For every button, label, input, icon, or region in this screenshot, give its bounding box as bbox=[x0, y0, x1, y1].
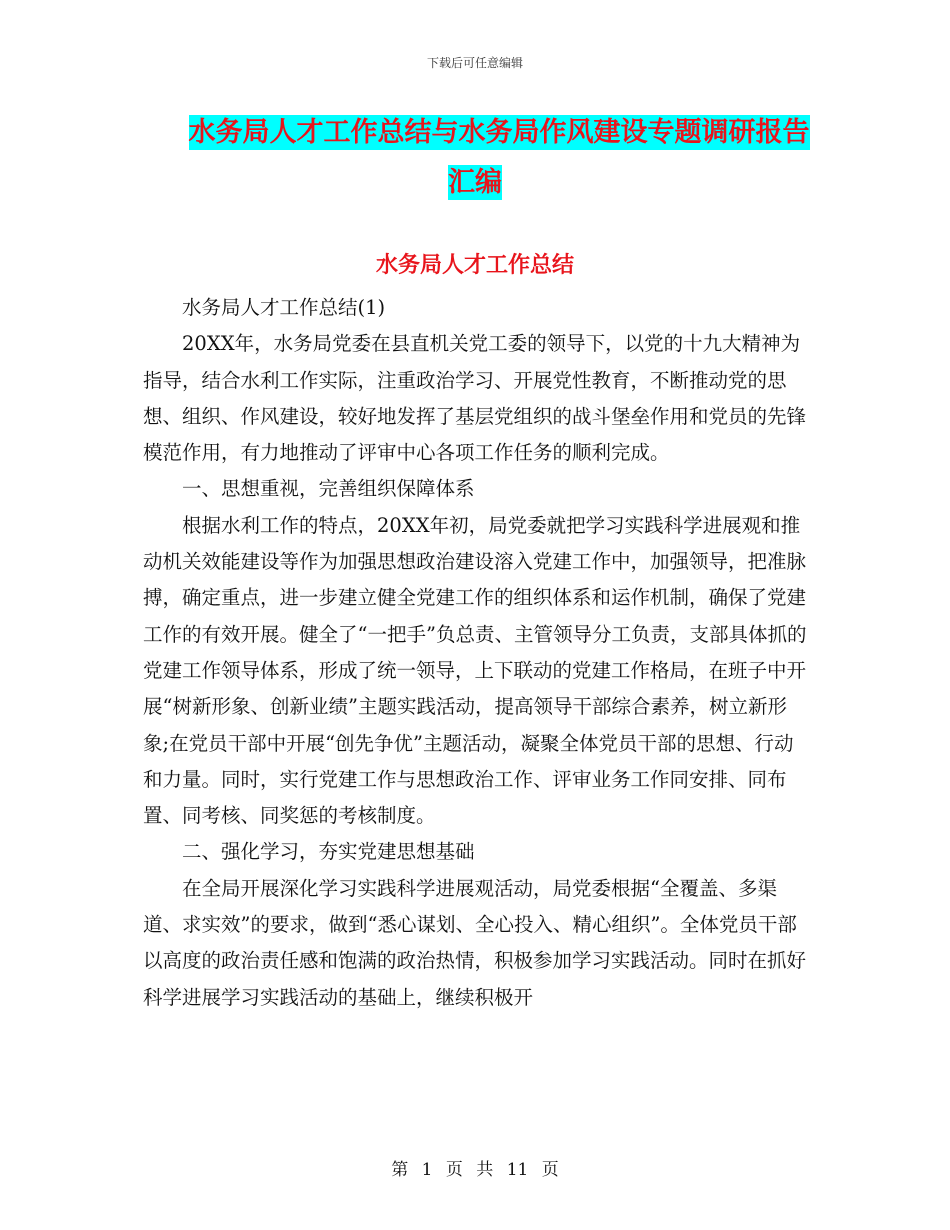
title-line-1: 水务局人才工作总结与水务局作风建设专题调研报告 bbox=[188, 117, 810, 148]
document-body bbox=[143, 290, 808, 1016]
document-title bbox=[0, 108, 950, 208]
page-footer: 第 1 页 共 11 页 bbox=[391, 1160, 559, 1180]
title-line-2: 汇编 bbox=[448, 167, 502, 198]
paragraph: 根据水利工作的特点，20XX年初，局党委就把学习实践科学进展观和推动机关效能建设等作为加强思想政治建设溶入党建工作中，加强领导，把准脉搏，确定重点，进一步建立健全党建工作的组织体系和运作机制，确保了党建工作的有效开展。健全了“一把手”负总责、主管领导分工负责，支部具体抓的党建工作领导体系，形成了统一领导，上下联动的党建工作格局，在班子中开展“树新形象、创新业绩”主题实践活动，提高领导干部综合素养，树立新形象;在党员干部中开展“创先争优”主题活动，凝聚全体党员干部的思想、行动和力量。同时，实行党建工作与思想政治工作、评审业务工作同安排、同布置、同考核、同奖惩的考核制度。 bbox=[143, 513, 807, 828]
section-title: 水务局人才工作总结 bbox=[375, 253, 574, 278]
paragraph: 一、思想重视，完善组织保障体系 bbox=[182, 477, 475, 501]
paragraph: 在全局开展深化学习实践科学进展观活动，局党委根据“全覆盖、多渠道、求实效”的要求，做到“悉心谋划、全心投入、精心组织”。全体党员干部以高度的政治责任感和饱满的政治热情，积极参加学习实践活动。同时在抓好科学进展学习实践活动的基础上，继续积极开 bbox=[143, 876, 807, 1009]
paragraph: 水务局人才工作总结(1) bbox=[182, 296, 386, 319]
paragraph: 20XX年，水务局党委在县直机关党工委的领导下，以党的十九大精神为指导，结合水利工作实际，注重政治学习、开展党性教育，不断推动党的思想、组织、作风建设，较好地发挥了基层党组织的战斗堡垒作用和党员的先锋模范作用，有力地推动了评审中心各项工作任务的顺利完成。 bbox=[143, 332, 807, 465]
paragraph: 二、强化学习，夯实党建思想基础 bbox=[182, 840, 475, 864]
header-note: 下载后可任意编辑 bbox=[426, 56, 523, 70]
